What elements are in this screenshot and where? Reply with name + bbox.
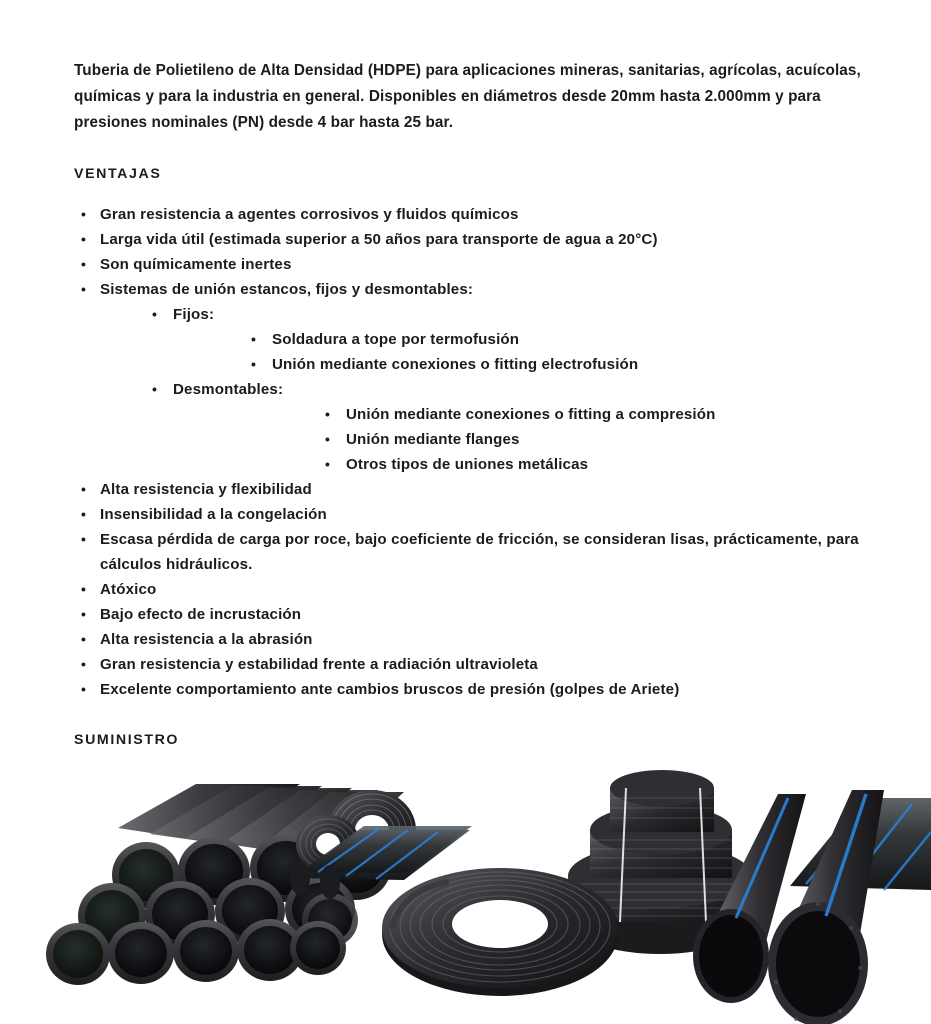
- bullet-icon: •: [81, 531, 87, 547]
- bullet-icon: •: [81, 656, 87, 672]
- sublist-item-label: Soldadura a tope por termofusión: [272, 331, 520, 348]
- list-item-label: Alta resistencia y flexibilidad: [100, 481, 312, 498]
- list-item: [74, 602, 874, 627]
- list-item-label: Alta resistencia a la abrasión: [100, 631, 313, 648]
- list-item: [74, 527, 874, 577]
- list-item-label: Insensibilidad a la congelación: [100, 506, 327, 523]
- bullet-icon: •: [251, 331, 257, 347]
- product-photo-illustration: [0, 768, 931, 1024]
- list-item-label: Bajo efecto de incrustación: [100, 606, 302, 623]
- bullet-icon: •: [152, 306, 158, 322]
- sublist-item-label: Desmontables:: [173, 381, 284, 398]
- bullet-icon: •: [81, 506, 87, 522]
- list-item: [74, 627, 874, 652]
- bullet-icon: •: [81, 256, 87, 272]
- list-item-label: Son químicamente inertes: [100, 256, 292, 273]
- sublist-item-label: Unión mediante conexiones o fitting a compresión: [346, 406, 716, 423]
- bullet-icon: •: [325, 406, 331, 422]
- sublist-item-label: Unión mediante conexiones o fitting electrofusión: [272, 356, 639, 373]
- bullet-icon: •: [325, 431, 331, 447]
- list-item-label: Excelente comportamiento ante cambios bruscos de presión (golpes de Ariete): [100, 681, 680, 698]
- sublist-item-fijos: [100, 302, 874, 327]
- ventajas-list: [74, 202, 874, 702]
- list-item: [74, 227, 874, 252]
- list-item-label: Larga vida útil (estimada superior a 50 años para transporte de agua a 20°C): [100, 231, 658, 248]
- list-item: [74, 252, 874, 277]
- list-item: [74, 577, 874, 602]
- union-systems-sublist: [100, 302, 874, 477]
- list-item: [74, 202, 874, 227]
- sublist-item: [100, 402, 874, 427]
- sublist-item: [100, 452, 874, 477]
- list-item: [74, 652, 874, 677]
- bullet-icon: •: [81, 481, 87, 497]
- bullet-icon: •: [152, 381, 158, 397]
- suministro-heading: SUMINISTRO: [74, 732, 180, 748]
- bullet-icon: •: [81, 281, 87, 297]
- sublist-item: [100, 352, 874, 377]
- list-item: [74, 502, 874, 527]
- sublist-item: [100, 327, 874, 352]
- bullet-icon: •: [81, 206, 87, 222]
- sublist-item: [100, 427, 874, 452]
- sublist-item-label: Unión mediante flanges: [346, 431, 520, 448]
- list-item-label: Gran resistencia a agentes corrosivos y fluidos químicos: [100, 206, 519, 223]
- bullet-icon: •: [81, 231, 87, 247]
- right-coil-cluster: [624, 790, 720, 874]
- list-item-label: Escasa pérdida de carga por roce, bajo coeficiente de fricción, se consideran lisas, prácticamente, para cálculos hidráulicos.: [100, 531, 859, 573]
- list-item: [74, 277, 874, 477]
- ventajas-heading: VENTAJAS: [74, 166, 162, 182]
- intro-paragraph: Tuberia de Polietileno de Alta Densidad (HDPE) para aplicaciones mineras, sanitarias, agrícolas, acuícolas, químicas y para la industria en general. Disponibles en diámetros desde 20mm hasta 2.000mm y para presiones nominales (PN) desde 4 bar hasta 25 bar.: [74, 62, 861, 131]
- bullet-icon: •: [81, 581, 87, 597]
- document-text-block: [74, 58, 874, 818]
- sublist-item-desmontables: [100, 377, 874, 402]
- list-item: [74, 677, 874, 702]
- list-item-label: Atóxico: [100, 581, 157, 598]
- list-item-label: Gran resistencia y estabilidad frente a radiación ultravioleta: [100, 656, 538, 673]
- bullet-icon: •: [81, 631, 87, 647]
- sublist-item-label: Otros tipos de uniones metálicas: [346, 456, 589, 473]
- bullet-icon: •: [325, 456, 331, 472]
- bullet-icon: •: [81, 681, 87, 697]
- bullet-icon: •: [81, 606, 87, 622]
- list-item-label: Sistemas de unión estancos, fijos y desmontables:: [100, 281, 474, 298]
- bullet-icon: •: [251, 356, 257, 372]
- front-coil: [382, 868, 618, 996]
- sublist-item-label: Fijos:: [173, 306, 215, 323]
- list-item: [74, 477, 874, 502]
- product-photo: [0, 768, 931, 1024]
